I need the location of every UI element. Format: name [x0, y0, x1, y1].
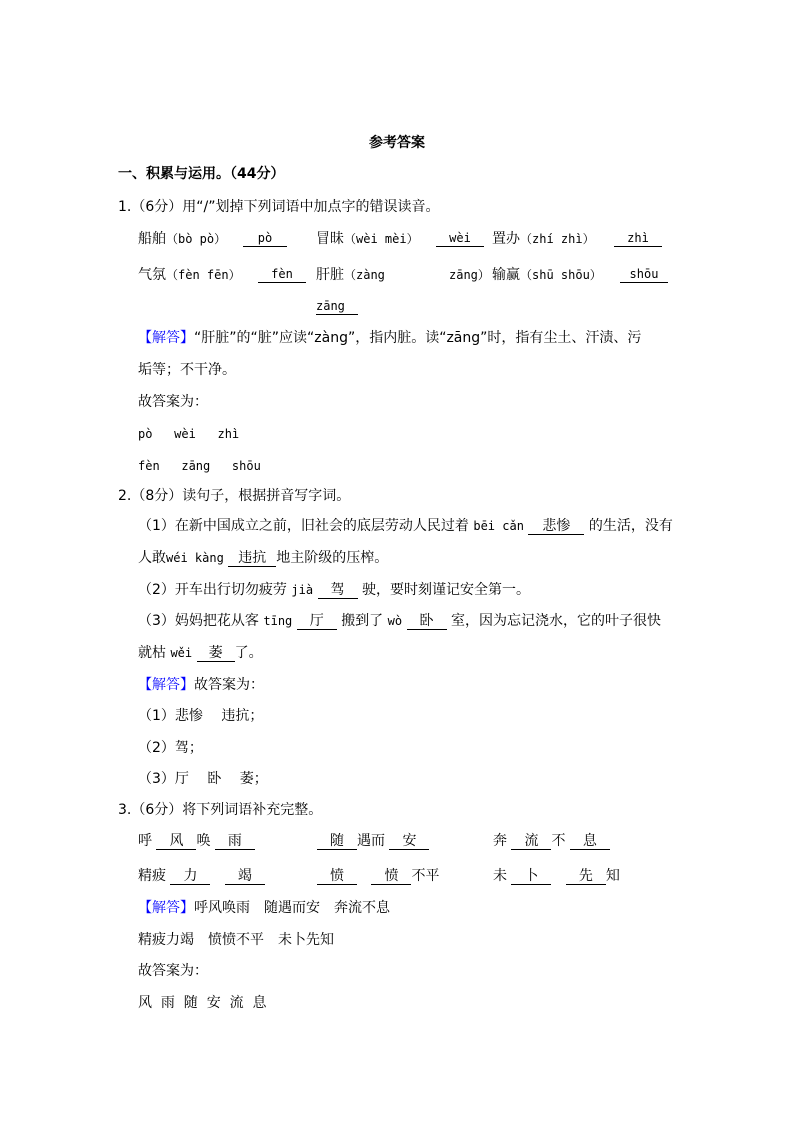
text: 的生活，没有: [588, 518, 673, 534]
q1-answer-blank: wèi: [436, 231, 484, 247]
q3-stem: 3.（6分）将下列词语补充完整。: [118, 802, 323, 818]
q3-item-1: [138, 833, 255, 850]
answer-row: （2）驾；: [138, 740, 203, 756]
answer-blank: 力: [170, 869, 210, 885]
q1-item-4: [138, 267, 241, 283]
pinyin: jià: [291, 583, 314, 597]
answer-intro: 故答案为：: [138, 963, 208, 979]
solution-text: “肝脏”的“脏”应读“zàng”，指内脏。读“zāng”时，指有尘土、汗渍、污: [194, 330, 642, 346]
q2-sentence-1-cont: [138, 550, 388, 567]
answer-row: pò wèi zhì: [138, 427, 240, 441]
q2-sentence-1: [138, 518, 673, 535]
text: （1）在新中国成立之前，旧社会的底层劳动人民过着: [138, 518, 469, 534]
q1-item-1: [138, 231, 226, 247]
section-heading: 一、积累与运用。（44分）: [118, 166, 285, 182]
answer-blank: 安: [389, 834, 429, 850]
q2-sentence-2: [138, 582, 530, 599]
q1-item-2: [316, 231, 419, 247]
answer-blank: 流: [511, 834, 551, 850]
text: 未: [493, 868, 507, 884]
pinyin: wěi: [170, 646, 193, 660]
text: 知: [605, 868, 620, 884]
q2-stem: 2.（8分）读句子，根据拼音写字词。: [118, 488, 351, 504]
q1-options: （wèi mèi）: [344, 232, 419, 246]
answer-blank: 驾: [318, 583, 358, 599]
q1-answer-blank: zhì: [614, 231, 662, 247]
q1-solution-line: [138, 330, 641, 346]
answer-blank: 风: [156, 834, 196, 850]
text: 不: [551, 833, 566, 849]
answer-blank: 竭: [225, 869, 265, 885]
text: 搬到了: [341, 613, 384, 629]
q1-answer-blank: fèn: [258, 267, 306, 283]
answer-row: 风 雨 随 安 流 息: [138, 995, 267, 1011]
q1-answer-blank: zāng: [316, 299, 358, 315]
pinyin: bēi cǎn: [473, 519, 524, 533]
answer-blank: 先: [566, 869, 606, 885]
page-title: 参考答案: [369, 135, 425, 151]
text: （3）妈妈把花从客: [138, 613, 259, 629]
q1-item-3: [492, 231, 595, 247]
answer-blank: 雨: [215, 834, 255, 850]
solution-text: 精疲力竭 愤愤不平 未卜先知: [138, 932, 334, 948]
answer-blank: 萎: [197, 646, 235, 662]
solution-text: 垢等；不干净。: [138, 362, 236, 378]
q1-word: 船舶: [138, 231, 166, 247]
answer-blank: 愤: [317, 869, 357, 885]
text: 就枯: [138, 645, 166, 661]
solution-label: 【解答】: [138, 900, 194, 916]
text: 精疲: [138, 868, 166, 884]
text: 唤: [196, 833, 211, 849]
solution-text: 呼风唤雨 随遇而安 奔流不息: [194, 900, 390, 916]
answer-blank: 卧: [407, 614, 447, 630]
q1-options: （bò pò）: [166, 232, 227, 246]
q2-solution-line: [138, 677, 264, 693]
text: 了。: [234, 645, 263, 661]
q1-answer-blank: pò: [243, 231, 287, 247]
pinyin: wéi kàng: [166, 551, 224, 565]
answer-blank: 息: [570, 834, 610, 850]
q1-options: （zhí zhì）: [520, 232, 595, 246]
q1-word: 置办: [492, 231, 520, 247]
q2-sentence-3: [138, 613, 661, 630]
q1-word: 肝脏: [316, 267, 344, 283]
answer-blank: 厅: [297, 614, 337, 630]
answer-row: fèn zāng shōu: [138, 459, 261, 473]
solution-label: 【解答】: [138, 330, 194, 346]
q1-stem: 1.（6分）用“/”划掉下列词语中加点字的错误读音。: [118, 199, 440, 215]
text: （2）开车出行切勿疲劳: [138, 582, 287, 598]
solution-text: 故答案为：: [194, 677, 264, 693]
solution-label: 【解答】: [138, 677, 194, 693]
q2-sentence-3-cont: [138, 645, 263, 662]
answer-row: （1）悲惨 违抗；: [138, 708, 264, 724]
text: 驶，要时刻谨记安全第一。: [361, 582, 530, 598]
text: 遇而: [357, 833, 385, 849]
answer-row: （3）厅 卧 萎；: [138, 771, 268, 787]
q3-item-6: [493, 868, 620, 885]
q1-item-6: [492, 267, 602, 283]
answer-blank: 卜: [511, 869, 551, 885]
q1-item-5: [316, 267, 385, 283]
q3-solution-line: [138, 900, 390, 916]
pinyin: wò: [387, 614, 403, 628]
q3-item-5: [317, 868, 439, 885]
answer-blank: 随: [317, 834, 357, 850]
q1-word: 气氛: [138, 267, 166, 283]
answer-blank: 违抗: [228, 551, 276, 567]
answer-blank: 愤: [371, 869, 411, 885]
text: 呼: [138, 833, 152, 849]
q1-answer-blank: shōu: [620, 267, 668, 283]
q1-options: （fèn fēn）: [166, 268, 241, 282]
q1-word: 输赢: [492, 267, 520, 283]
q3-item-3: [493, 833, 610, 850]
pinyin: tīng: [263, 614, 293, 628]
q3-item-2: [317, 833, 429, 850]
text: 奔: [493, 833, 507, 849]
q1-options: （zàng: [344, 268, 385, 282]
text: 地主阶级的压榨。: [276, 550, 389, 566]
q1-options: （shū shōu）: [520, 268, 602, 282]
q3-item-4: [138, 868, 265, 885]
answer-blank: 悲惨: [528, 519, 584, 535]
text: 室，因为忘记浇水，它的叶子很快: [451, 613, 661, 629]
text: 人敢: [138, 550, 166, 566]
q1-options-right: zāng）: [449, 268, 490, 282]
answer-intro: 故答案为：: [138, 394, 208, 410]
q1-word: 冒昧: [316, 231, 344, 247]
text: 不平: [411, 868, 440, 884]
